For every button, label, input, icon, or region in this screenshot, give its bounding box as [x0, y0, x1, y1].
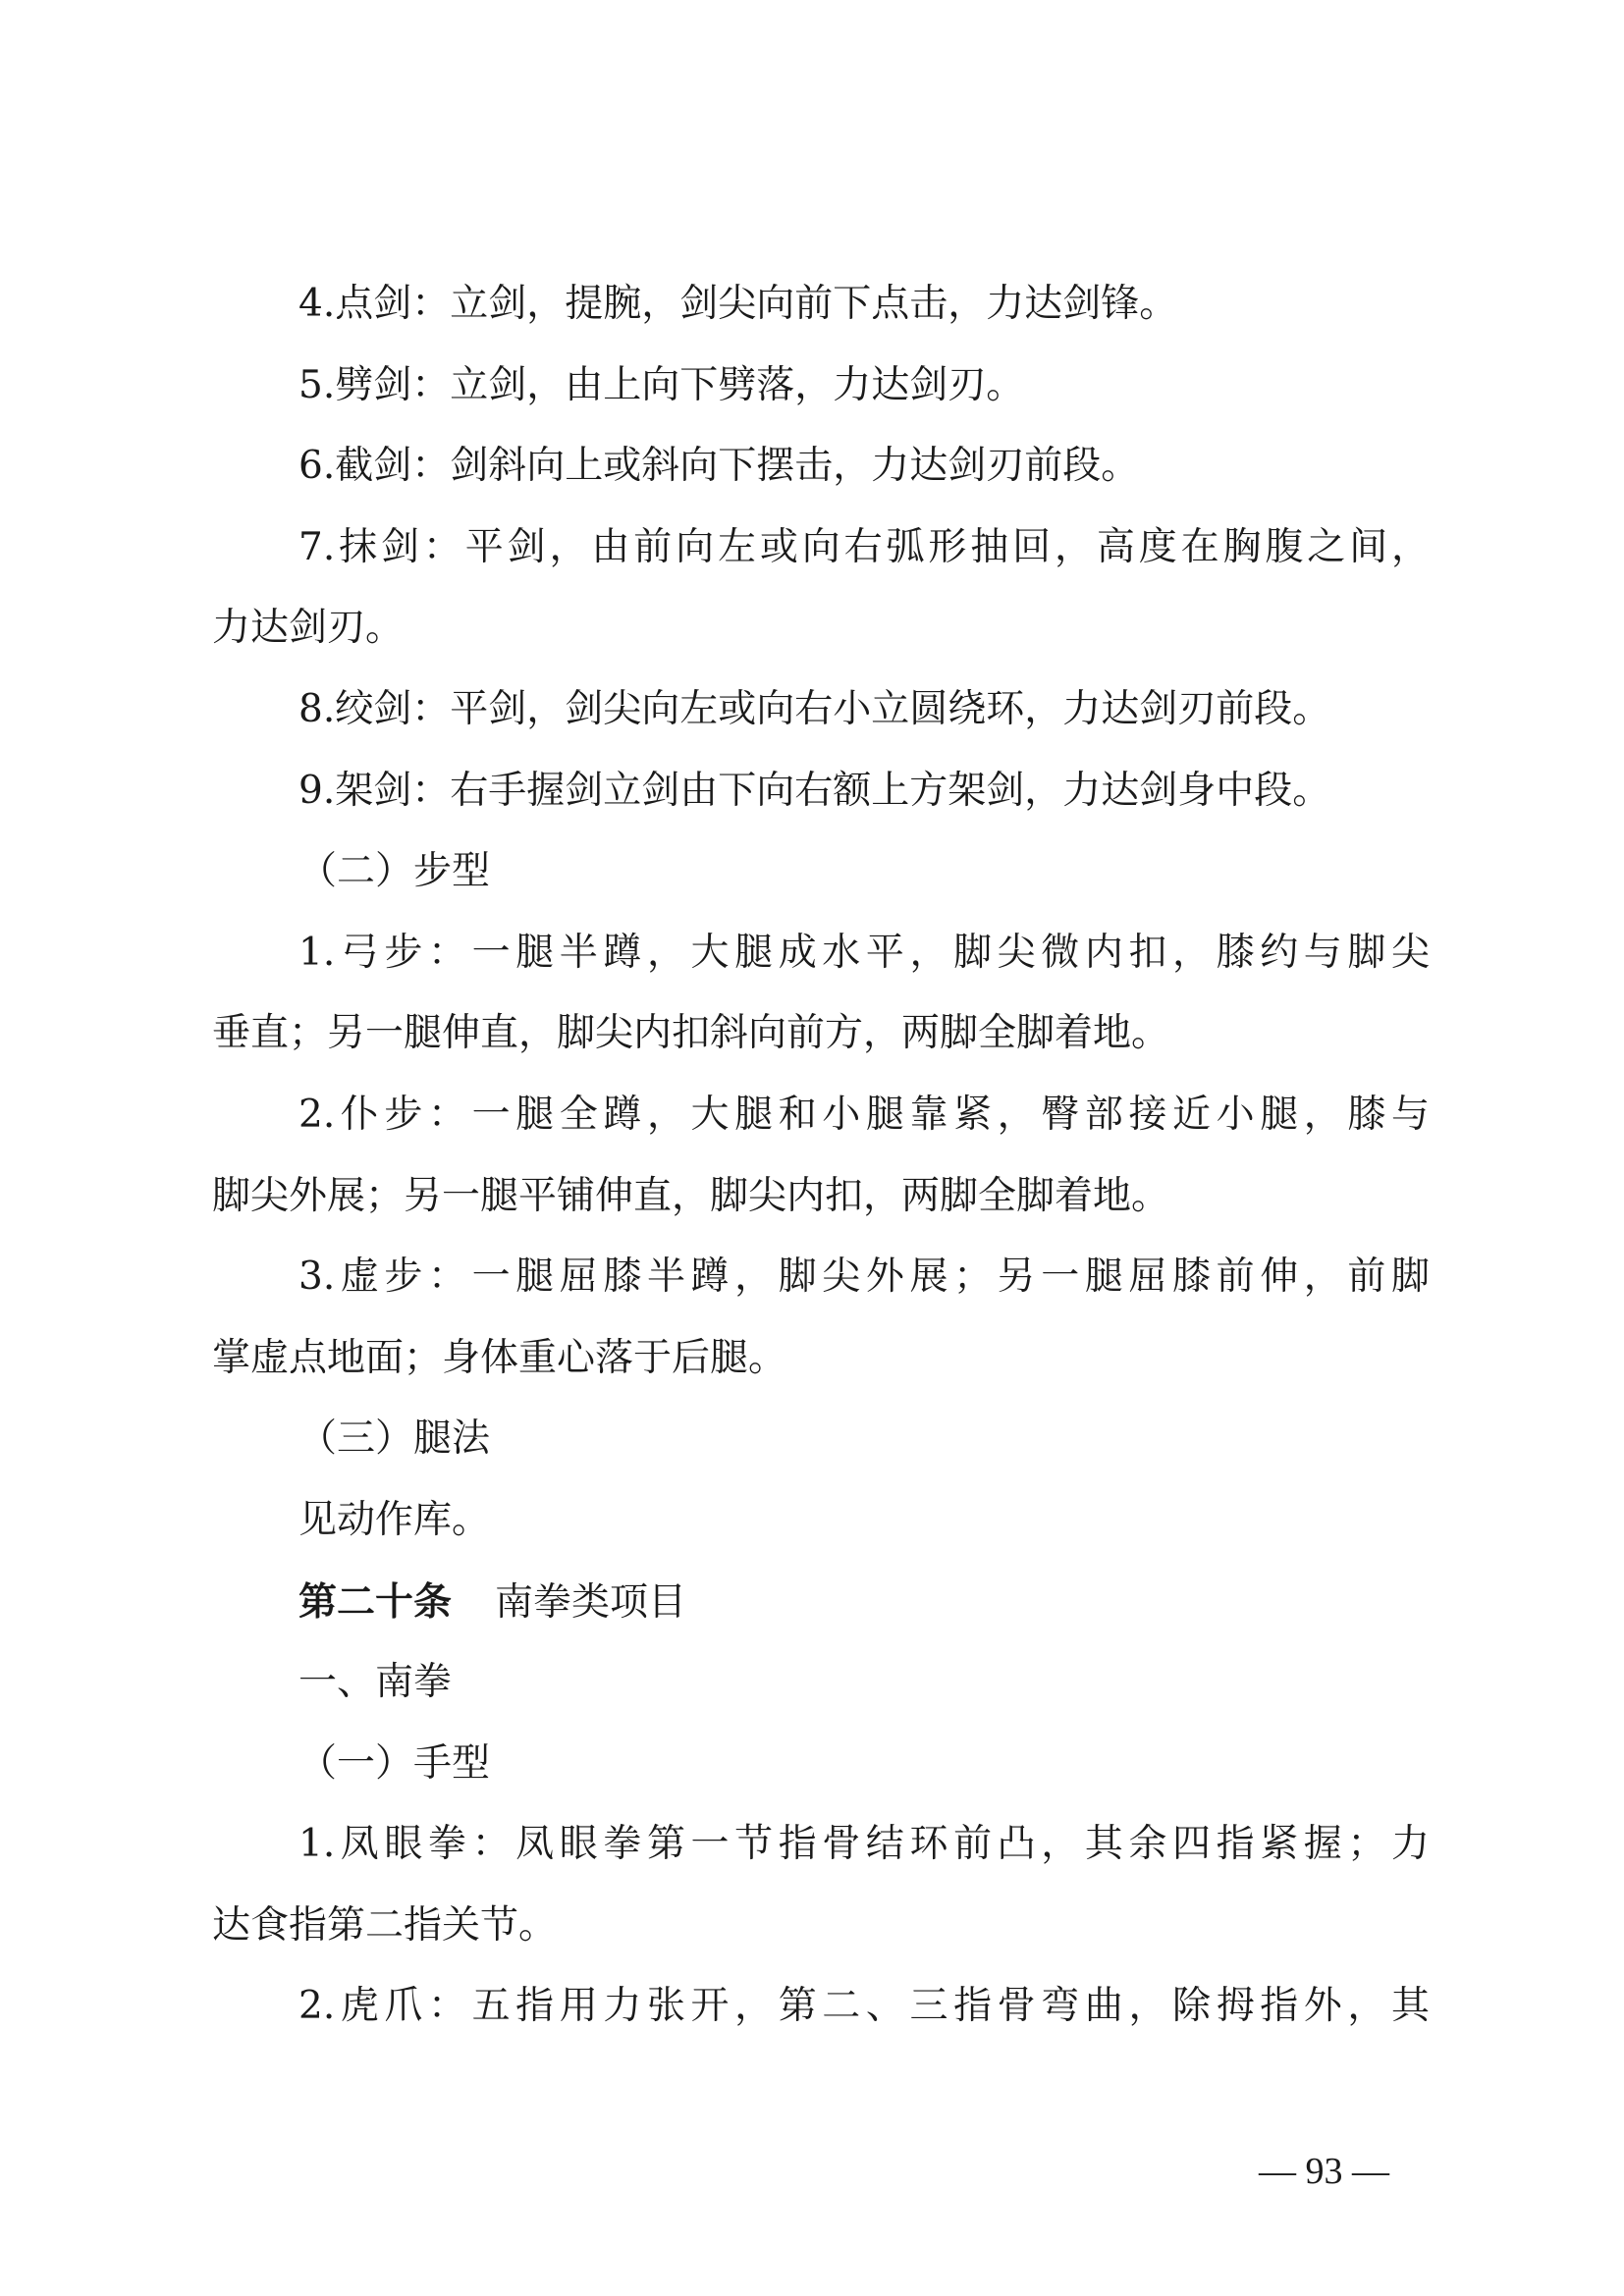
- paragraph-line: 见动作库。: [298, 1497, 491, 1542]
- paragraph-line: 7.抹剑：平剑，由前向左或向右弧形抽回，高度在胸腹之间，: [298, 524, 1430, 569]
- paragraph-line: 6.截剑：剑斜向上或斜向下摆击，力达剑刃前段。: [298, 444, 1140, 489]
- paragraph-line: 垂直；另一腿伸直，脚尖内扣斜向前方，两脚全脚着地。: [212, 1011, 1170, 1056]
- paragraph-line: 4.点剑：立剑，提腕，剑尖向前下点击，力达剑锋。: [298, 282, 1178, 326]
- section-heading: （一）手型: [298, 1740, 491, 1786]
- section-heading: （三）腿法: [298, 1416, 491, 1462]
- section-heading: 一、南拳: [298, 1660, 453, 1705]
- paragraph-line: 力达剑刃。: [212, 606, 405, 651]
- paragraph-line: 9.架剑：右手握剑立剑由下向右额上方架剑，力达剑身中段。: [298, 768, 1331, 813]
- article-title: 南拳类项目: [495, 1579, 687, 1625]
- paragraph-line: 1.凤眼拳：凤眼拳第一节指骨结环前凸，其余四指紧握；力: [298, 1822, 1430, 1867]
- article-heading: [212, 1578, 1430, 1625]
- paragraph-line: 8.绞剑：平剑，剑尖向左或向右小立圆绕环，力达剑刃前段。: [298, 686, 1331, 731]
- article-number: 第二十条: [298, 1578, 453, 1625]
- paragraph-line: 掌虚点地面；身体重心落于后腿。: [212, 1335, 787, 1380]
- body-text: [212, 282, 1430, 2068]
- paragraph-line: 5.劈剑：立剑，由上向下劈落，力达剑刃。: [298, 362, 1025, 407]
- paragraph-line: 2.虎爪：五指用力张开，第二、三指骨弯曲，除拇指外，其: [298, 1984, 1430, 2029]
- paragraph-line: 2.仆步：一腿全蹲，大腿和小腿靠紧，臀部接近小腿，膝与: [298, 1092, 1430, 1137]
- page-number: — 93 —: [1259, 2151, 1389, 2192]
- paragraph-line: 脚尖外展；另一腿平铺伸直，脚尖内扣，两脚全脚着地。: [212, 1173, 1170, 1218]
- paragraph-line: 达食指第二指关节。: [212, 1902, 558, 1948]
- paragraph-line: 1.弓步：一腿半蹲，大腿成水平，脚尖微内扣，膝约与脚尖: [298, 930, 1430, 975]
- section-heading: （二）步型: [298, 849, 491, 894]
- paragraph-line: 3.虚步：一腿屈膝半蹲，脚尖外展；另一腿屈膝前伸，前脚: [298, 1255, 1430, 1300]
